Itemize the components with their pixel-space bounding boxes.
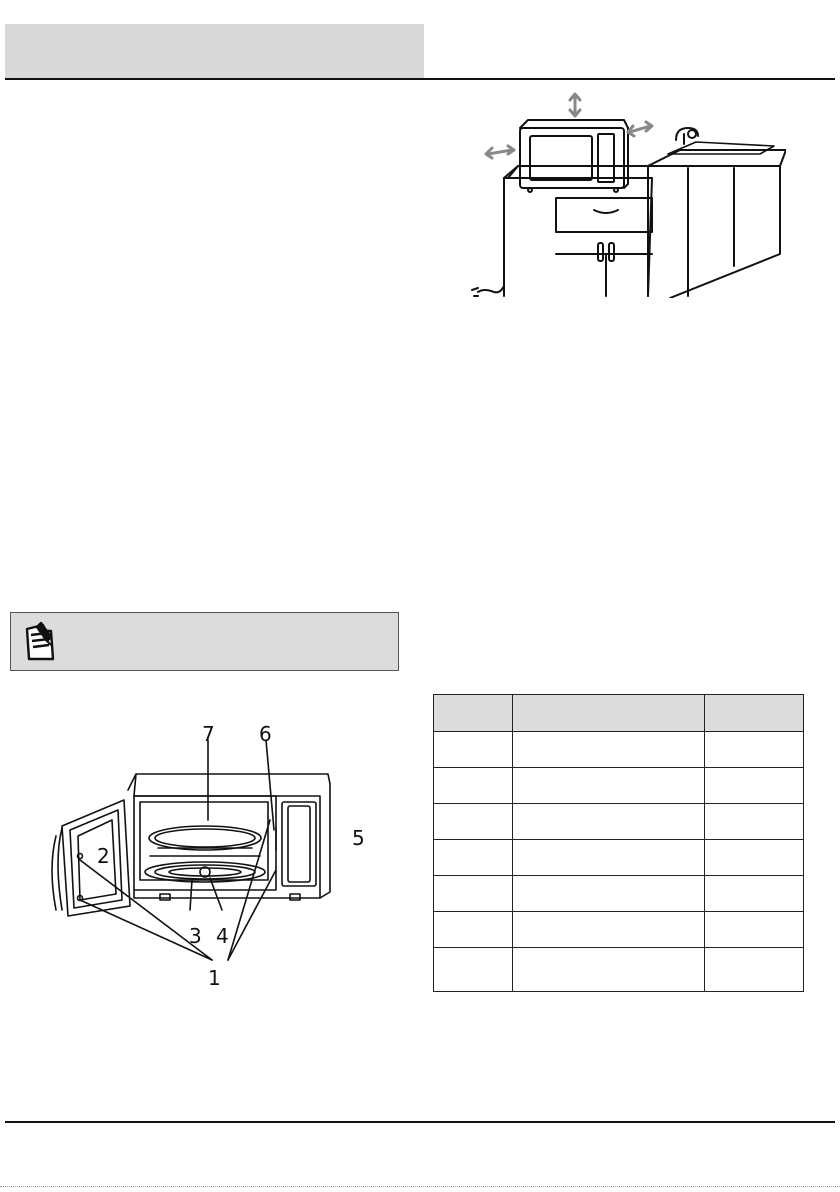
- table-cell: [513, 912, 705, 948]
- table-cell: [434, 876, 513, 912]
- table-row: [434, 840, 804, 876]
- part-label-4: 4: [216, 924, 229, 948]
- part-label-2: 2: [97, 844, 110, 868]
- table-row: [434, 912, 804, 948]
- table-header-cell: [434, 695, 513, 732]
- microwave-parts-illustration: [40, 720, 380, 995]
- table-cell: [513, 876, 705, 912]
- table-row: [434, 732, 804, 768]
- table-cell: [513, 804, 705, 840]
- table-cell: [705, 948, 804, 992]
- table-cell: [705, 732, 804, 768]
- table-cell: [434, 768, 513, 804]
- section-header-bar: [5, 24, 424, 78]
- table-cell: [434, 804, 513, 840]
- table-cell: [705, 876, 804, 912]
- part-label-1: 1: [208, 966, 221, 990]
- table-header-row: [434, 695, 804, 732]
- parts-table: [433, 694, 804, 992]
- footer-rule: [5, 1121, 835, 1123]
- table-cell: [513, 732, 705, 768]
- part-label-3: 3: [189, 924, 202, 948]
- table-cell: [434, 840, 513, 876]
- table-cell: [434, 948, 513, 992]
- table-cell: [434, 912, 513, 948]
- header-rule: [5, 78, 835, 80]
- table-row: [434, 948, 804, 992]
- table-row: [434, 876, 804, 912]
- part-label-5: 5: [352, 826, 365, 850]
- table-cell: [513, 948, 705, 992]
- table-cell: [513, 840, 705, 876]
- table-cell: [705, 804, 804, 840]
- table-header-cell: [705, 695, 804, 732]
- table-header-cell: [513, 695, 705, 732]
- part-label-7: 7: [202, 722, 215, 746]
- table-cell: [434, 732, 513, 768]
- table-row: [434, 804, 804, 840]
- table-cell: [705, 768, 804, 804]
- table-cell: [705, 840, 804, 876]
- part-label-6: 6: [259, 722, 272, 746]
- installation-clearance-illustration: [470, 86, 786, 298]
- page-edge-dots: [0, 1186, 840, 1187]
- table-cell: [705, 912, 804, 948]
- note-box: [10, 612, 399, 671]
- table-row: [434, 768, 804, 804]
- table-cell: [513, 768, 705, 804]
- note-pad-pencil-icon: [21, 619, 65, 663]
